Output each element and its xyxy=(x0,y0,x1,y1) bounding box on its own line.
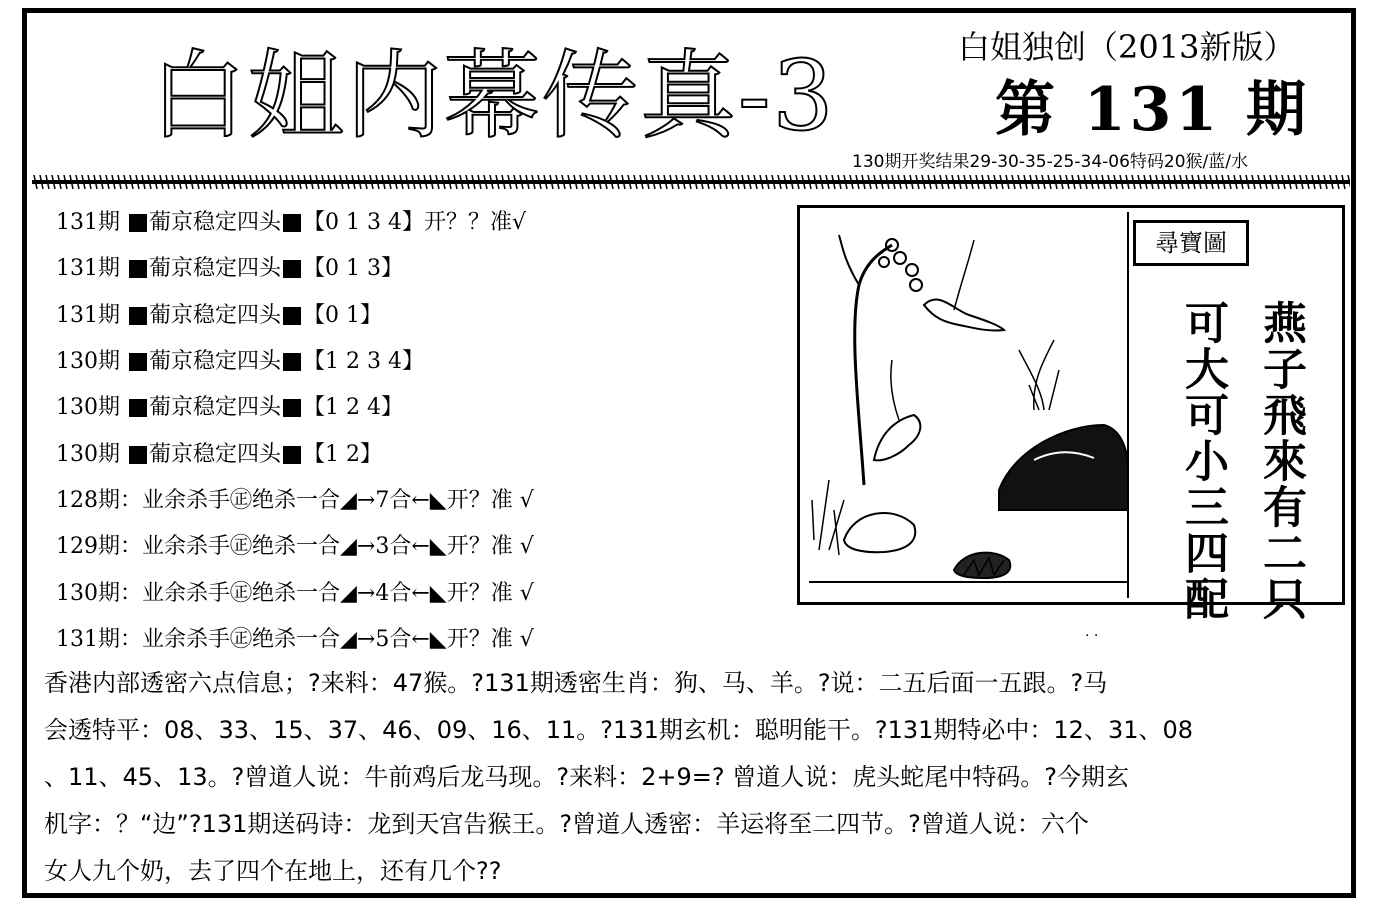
black-square-icon xyxy=(283,307,301,325)
tips-list xyxy=(56,200,534,663)
list-item: 130期 葡京稳定四头 【1 2 4】 xyxy=(56,395,403,421)
dots: · · xyxy=(1085,628,1099,644)
poem-left: 可大可小三四配 xyxy=(1177,300,1228,622)
black-square-icon xyxy=(129,446,147,464)
list-item: 131期 葡京稳定四头 【0 1 3 4】开？？准√ xyxy=(56,210,527,236)
info-paragraph xyxy=(44,660,1344,895)
black-square-icon xyxy=(129,214,147,232)
treasure-map-label: 尋寶圖 xyxy=(1133,220,1249,266)
black-square-icon xyxy=(283,399,301,417)
poem-right: 燕子飛來有二只 xyxy=(1255,300,1306,622)
list-item: 131期 葡京稳定四头 【0 1 3】 xyxy=(56,256,403,282)
black-square-icon xyxy=(129,260,147,278)
info-line: 香港内部透密六点信息；?来料：47猴。?131期透密生肖：狗、马、羊。?说：二五后面一五跟。?马 xyxy=(44,669,1108,697)
list-item: 131期 葡京稳定四头 【0 1】 xyxy=(56,302,383,328)
list-item: 130期 葡京稳定四头 【1 2 3 4】 xyxy=(56,349,424,375)
list-item: 130期：业余杀手㊣绝杀一合◢→4合←◣开？准 √ xyxy=(56,580,534,606)
bird-illustration xyxy=(804,210,1129,600)
black-square-icon xyxy=(283,260,301,278)
black-square-icon xyxy=(129,399,147,417)
info-line: 会透特平：08、33、15、37、46、09、16、11。?131期玄机：聪明能干。?131期特必中：12、31、08 xyxy=(44,716,1194,744)
info-line: 女人九个奶，去了四个在地上，还有几个?? xyxy=(44,857,502,885)
list-item: 131期：业余杀手㊣绝杀一合◢→5合←◣开？准 √ xyxy=(56,626,534,652)
black-square-icon xyxy=(283,353,301,371)
black-square-icon xyxy=(129,307,147,325)
info-line: 机字：？“边”?131期送码诗：龙到天宫告猴王。?曾道人透密：羊运将至二四节。?曾道人说：六个 xyxy=(44,810,1089,838)
panel-divider xyxy=(1127,212,1129,598)
black-square-icon xyxy=(129,353,147,371)
info-line: 、11、45、13。?曾道人说：牛前鸡后龙马现。?来料：2+9=? 曾道人说：虎头蛇尾中特码。?今期玄 xyxy=(44,763,1129,791)
last-result: 130期开奖结果29-30-35-25-34-06特码20猴/蓝/水 xyxy=(852,152,1248,172)
chain-divider xyxy=(32,173,1350,191)
list-item: 129期：业余杀手㊣绝杀一合◢→3合←◣开？准 √ xyxy=(56,534,534,560)
page-title: 白姐内幕传真-3 xyxy=(150,40,836,152)
issue-number: 第 131 期 xyxy=(995,75,1311,145)
black-square-icon xyxy=(283,214,301,232)
black-square-icon xyxy=(283,446,301,464)
list-item: 128期：业余杀手㊣绝杀一合◢→7合←◣开？准 √ xyxy=(56,487,534,513)
list-item: 130期 葡京稳定四头 【1 2】 xyxy=(56,441,383,467)
subtitle: 白姐独创（2013新版） xyxy=(958,28,1296,66)
